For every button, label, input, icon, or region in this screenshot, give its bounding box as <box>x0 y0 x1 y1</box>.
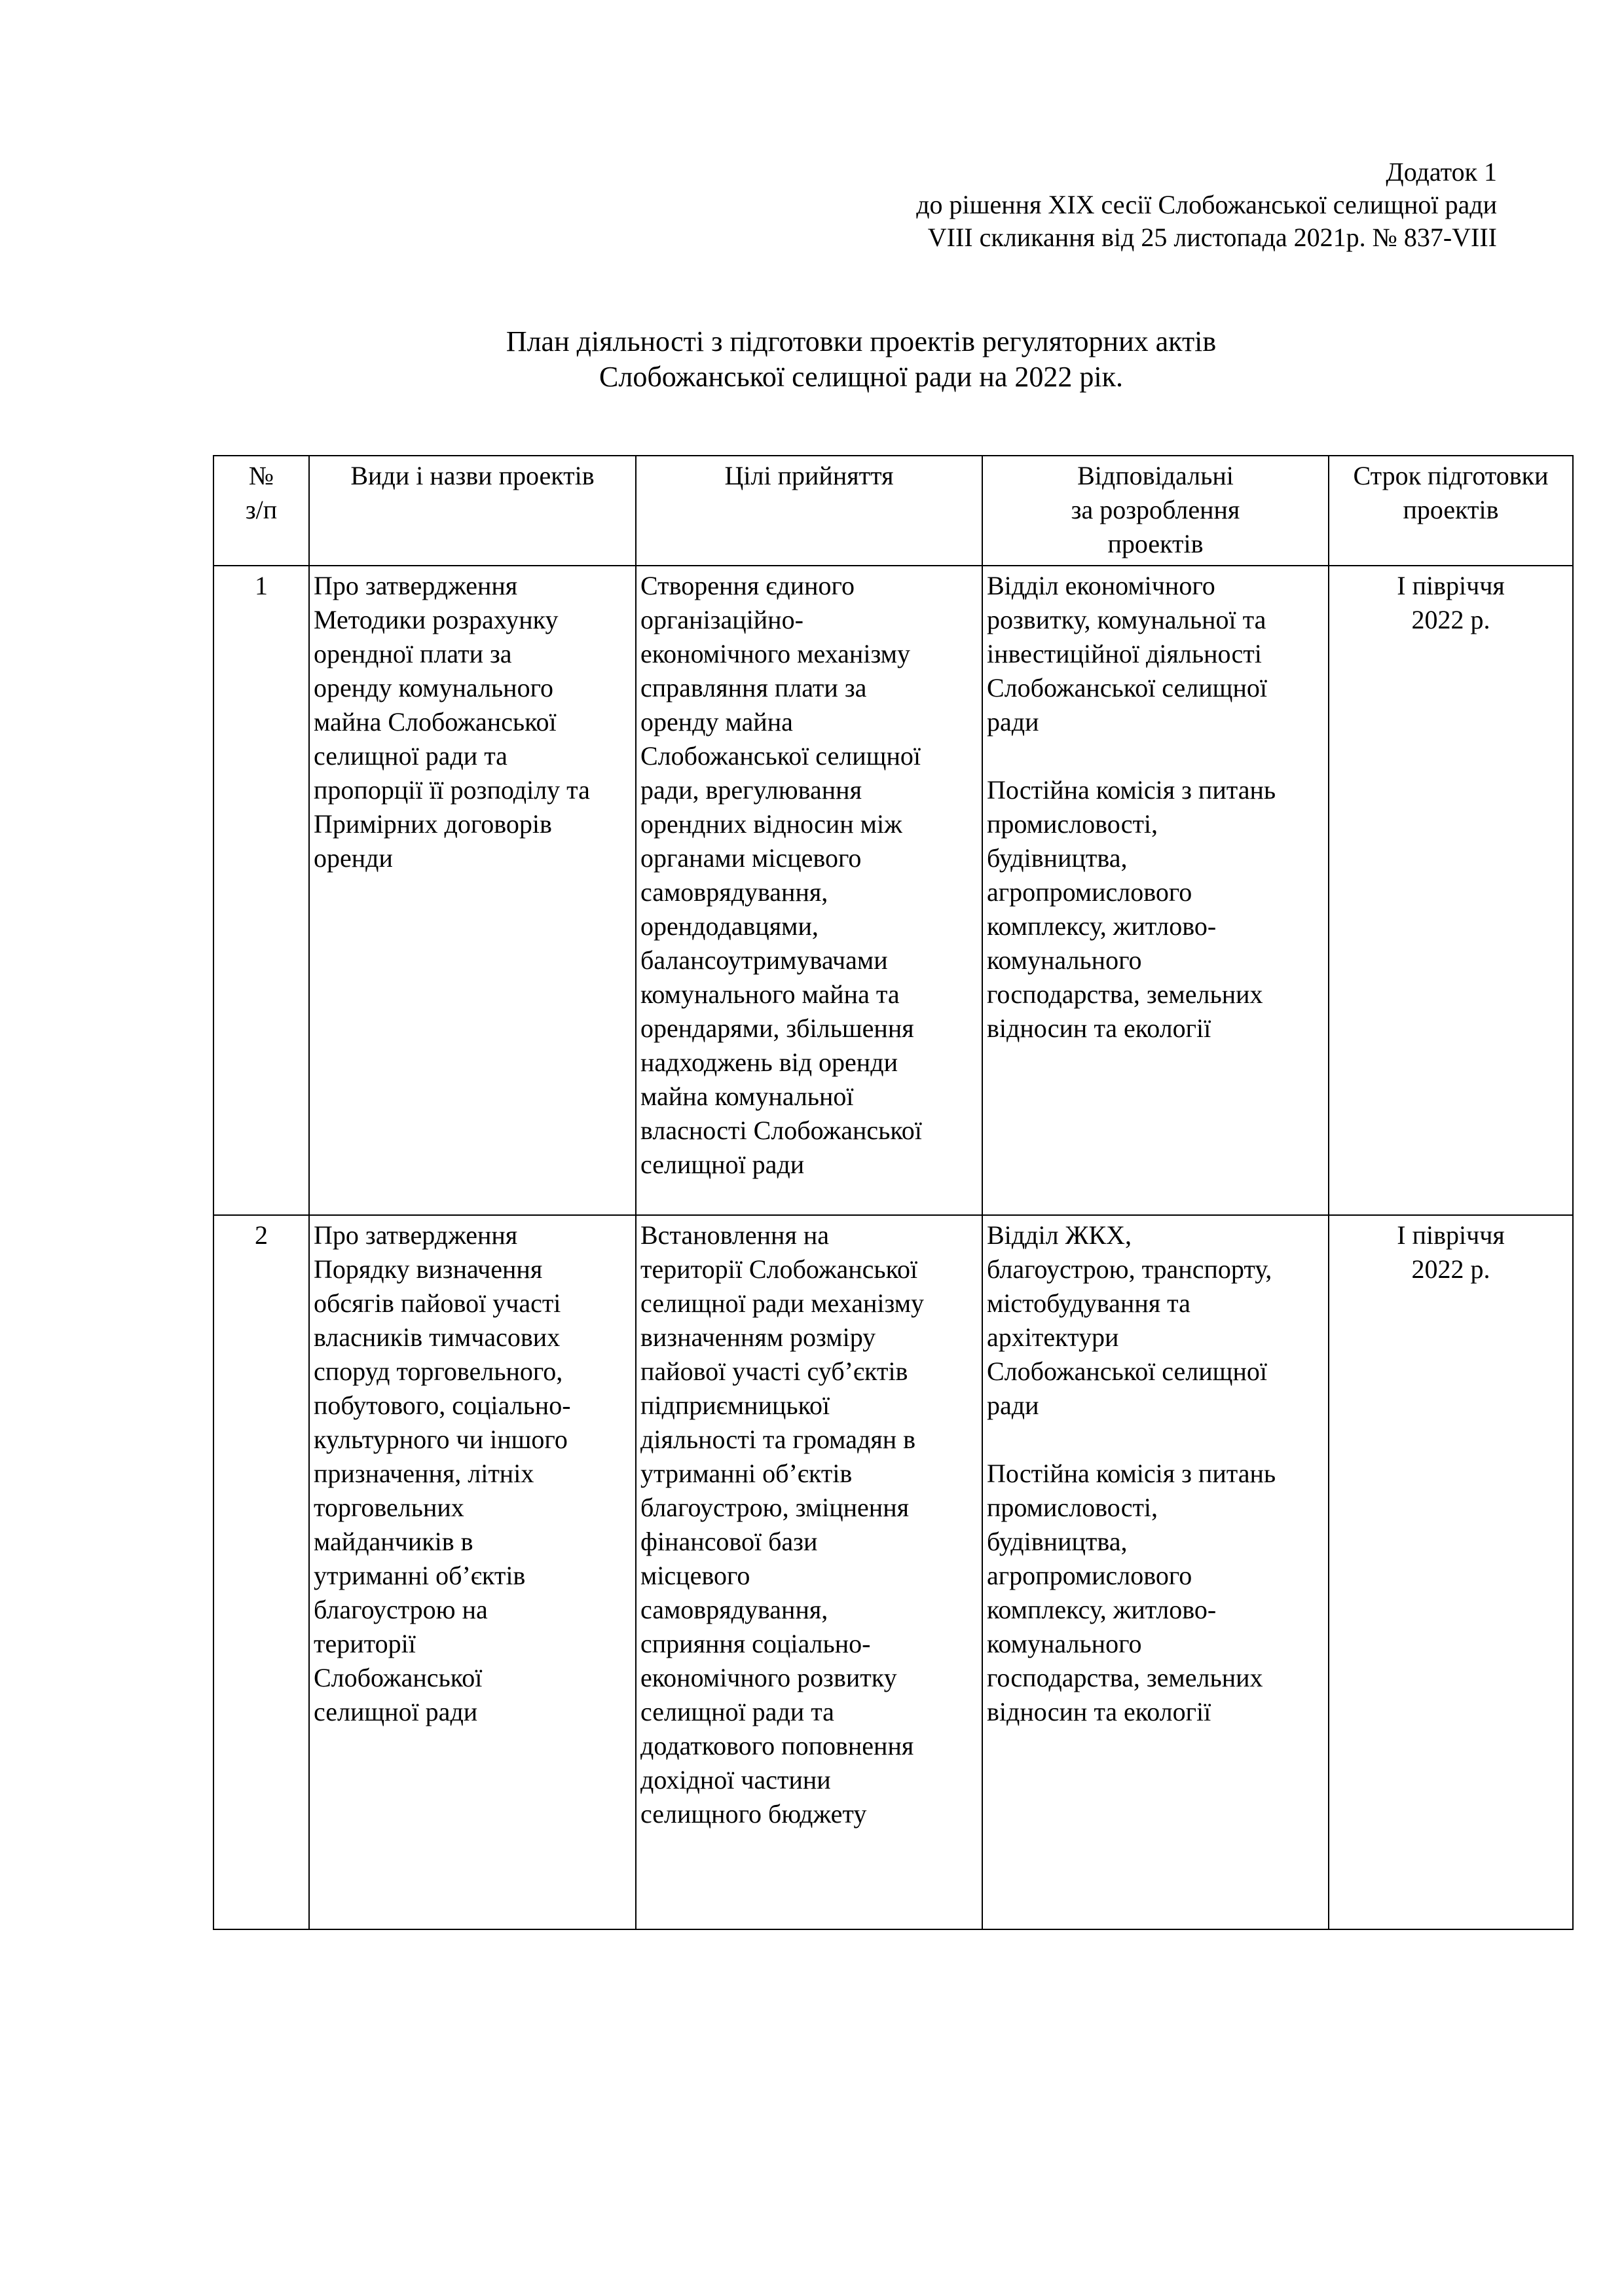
responsible-department: Відділ економічного розвитку, комунальної та інвестиційної діяльності Слобожанської селищної ради <box>987 571 1267 737</box>
responsible-department: Відділ ЖКХ, благоустрою, транспорту, містобудування та архітектури Слобожанської селищної ради <box>987 1220 1272 1420</box>
responsible-spacer <box>987 1423 1324 1457</box>
row-project-name: Про затвердження Порядку визначення обсягів пайової участі власників тимчасових споруд торговельного, побутового, соціально- культурного чи іншого призначення, літніх торговельних майданчиків в утриманні об’єктів благоустрою на території Слобожанської селищної ради <box>309 1215 636 1929</box>
header-goals: Цілі прийняття <box>636 456 982 566</box>
row-goals: Створення єдиного організаційно- економічного механізму справляння плати за оренду майна Слобожанської селищної ради, врегулювання орендних відносин між органами місцевого самоврядування, орендодавцями, балансоутримувачами комунального майна та орендарями, збільшення надходжень від оренди майна комунальної власності Слобожанської селищної ради <box>636 566 982 1215</box>
responsible-spacer <box>987 739 1324 773</box>
plan-table <box>213 455 1574 1930</box>
appendix-header <box>515 156 1497 254</box>
row-responsible <box>982 566 1329 1215</box>
appendix-convocation: VIII скликання від 25 листопада 2021р. № 837-VIII <box>927 223 1497 252</box>
responsible-commission: Постійна комісія з питань промисловості, будівництва, агропромислового комплексу, житлово- комунального господарства, земельних відносин та екології <box>987 1459 1276 1726</box>
header-project-name: Види і назви проектів <box>309 456 636 566</box>
row-number: 2 <box>213 1215 309 1929</box>
appendix-decision: до рішення XIX сесії Слобожанської селищної ради <box>916 190 1497 219</box>
row-goals: Встановлення на території Слобожанської селищної ради механізму визначенням розміру пайової участі суб’єктів підприємницької діяльності та громадян в утриманні об’єктів благоустрою, зміцнення фінансової бази місцевого самоврядування, сприяння соціально- економічного розвитку селищної ради та додаткового поповнення дохідної частини селищного бюджету <box>636 1215 982 1929</box>
row-number: 1 <box>213 566 309 1215</box>
table-row <box>213 1215 1573 1929</box>
row-project-name: Про затвердження Методики розрахунку орендної плати за оренду комунального майна Слобожанської селищної ради та пропорції її розподілу та Примірних договорів оренди <box>309 566 636 1215</box>
document-title-line-2: Слобожанської селищної ради на 2022 рік. <box>599 361 1123 393</box>
document-title-line-1: План діяльності з підготовки проектів регуляторних актів <box>506 325 1217 357</box>
header-deadline: Строк підготовки проектів <box>1329 456 1573 566</box>
appendix-label: Додаток 1 <box>1386 157 1497 187</box>
table-header-row <box>213 456 1573 566</box>
table-row <box>213 566 1573 1215</box>
row-deadline: І півріччя 2022 р. <box>1329 566 1573 1215</box>
document-title <box>0 324 1624 395</box>
row-deadline: І півріччя 2022 р. <box>1329 1215 1573 1929</box>
row-responsible <box>982 1215 1329 1929</box>
responsible-commission: Постійна комісія з питань промисловості, будівництва, агропромислового комплексу, житлово- комунального господарства, земельних відносин та екології <box>987 775 1276 1043</box>
header-number: № з/п <box>213 456 309 566</box>
header-responsible: Відповідальні за розроблення проектів <box>982 456 1329 566</box>
